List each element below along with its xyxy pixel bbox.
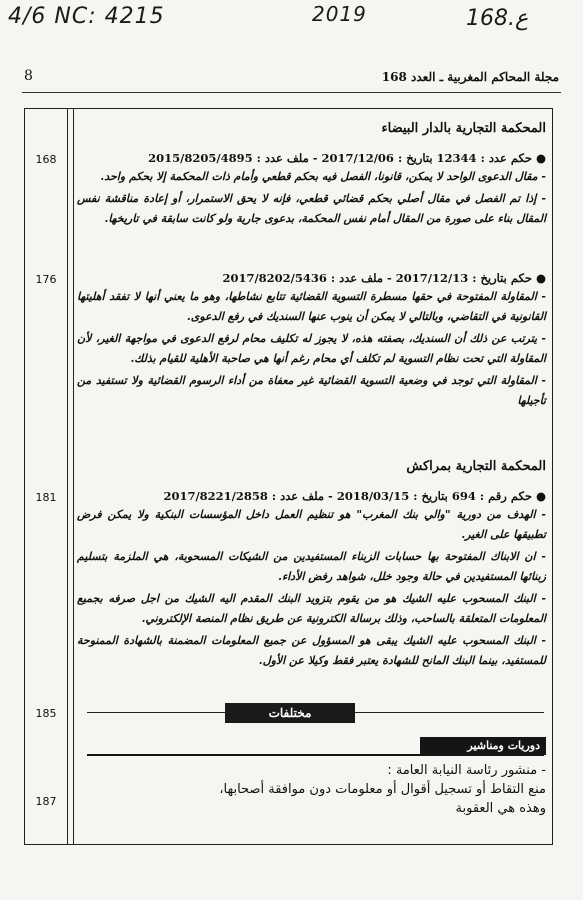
ruling-paragraph: - مقال الدعوى الواحد لا يمكن، قانونا، الفصل فيه بحكم قطعي وأمام ذات المحكمة إلا بحكم واحد.	[100, 170, 546, 183]
entry-page-number: 176	[35, 273, 57, 286]
handwritten-year: 2019	[312, 2, 367, 26]
case-reference: ●حكم بتاريخ : 2017/12/13 - ملف عدد : 2017/8202/5436	[222, 271, 546, 285]
handwritten-archive-code: 4/6 NC: 4215	[8, 4, 165, 29]
ruling-summary	[77, 505, 546, 671]
ruling-paragraph: - المقاولة التي توجد في وضعية التسوية القضائية غير معفاة من أداء الرسوم القضائية ولا تستفيد من تأجيلها	[77, 374, 546, 407]
journal-title: مجلة المحاكم المغربية ـ العدد 168	[381, 70, 559, 84]
ruling-paragraph: - البنك المسحوب عليه الشيك هو من يقوم بتزويد البنك المقدم اليه الشيك من اجل صرفه بجميع المعلومات المتعلقة بالساحب، وذلك برسالة الكترونية عن طريق نظام المنصة الإلكتروني.	[77, 592, 546, 625]
handwritten-issue: 168.ع	[466, 6, 529, 31]
entry-page-number: 181	[35, 491, 57, 504]
ruling-paragraph: - البنك المسحوب عليه الشيك يبقى هو المسؤول عن جميع المعلومات المضمنة بالشهادة الممنوحة للمستفيد، بينما البنك المانح للشهادة يعتبر فقط وكيلا عن الأول.	[77, 634, 546, 667]
running-header	[24, 66, 559, 88]
case-reference: ●حكم عدد : 12344 بتاريخ : 2017/12/06 - ملف عدد : 2015/8205/4895	[148, 151, 546, 165]
ruling-paragraph: - يترتب عن ذلك أن السنديك، بصفته هذه، لا يجوز له تكليف محام لرفع الدعوى في مواجهة الغير، لأن المقاولة التي تحت نظام التسوية لم تكلف أي محام رغم أنها هي صاحبة الأهلية للقيام بذلك.	[77, 332, 546, 365]
header-rule	[22, 92, 561, 93]
section-page-number: 185	[35, 707, 57, 720]
section-page-number: 187	[35, 795, 57, 808]
ruling-paragraph: - الهدف من دورية "والي بنك المغرب" هو تنظيم العمل داخل المؤسسات البنكية ولا يمكن فرض تطبيقها على الغير.	[77, 508, 546, 541]
court-heading: المحكمة التجارية بمراكش	[406, 459, 546, 474]
circular-line: - منشور رئاسة النيابة العامة :	[387, 763, 546, 778]
circular-line: وهذه هي العقوبة	[455, 801, 546, 816]
section-banner-periodicals: دوريات ومناشير	[420, 737, 546, 755]
ruling-paragraph: - ان الابناك المفتوحة بها حسابات الزبناء المستفيدين من الشيكات المسحوبة، هي الملزمة بتسليم زبنائها المستفيدين في حالة وجود خلل، شواهد رفض الأداء.	[77, 550, 546, 583]
column-divider	[67, 109, 68, 844]
contents-frame	[24, 108, 553, 845]
circular-entry	[77, 761, 546, 818]
entry-page-number: 168	[35, 153, 57, 166]
circular-line: منع التقاط أو تسجيل أقوال أو معلومات دون موافقة أصحابها،	[219, 782, 546, 797]
case-reference: ●حكم رقم : 694 بتاريخ : 2018/03/15 - ملف عدد : 2017/8221/2858	[163, 489, 546, 503]
page-number: 8	[24, 68, 33, 84]
column-divider	[73, 109, 74, 844]
ruling-summary	[77, 167, 546, 229]
ruling-summary	[77, 287, 546, 411]
ruling-paragraph: - المقاولة المفتوحة في حقها مسطرة التسوية القضائية تتابع نشاطها، وهو ما يعني أنها لا تفقد أهليتها القانونية في التقاضي، وبالتالي لا يمكن أن ينوب عنها السنديك في رفع الدعوى.	[77, 290, 546, 323]
ruling-paragraph: - إذا تم الفصل في مقال أصلي بحكم قضائي قطعي، فإنه لا يحق الاستمرار، أو إعادة مناقشة نفس المقال بناء على صورة من المقال أمام نفس المحكمة، بدعوى جارية ولو كانت سابقة في تاريخها.	[77, 192, 546, 225]
section-banner-misc: مختلفات	[225, 703, 355, 723]
court-heading: المحكمة التجارية بالدار البيضاء	[381, 121, 546, 136]
